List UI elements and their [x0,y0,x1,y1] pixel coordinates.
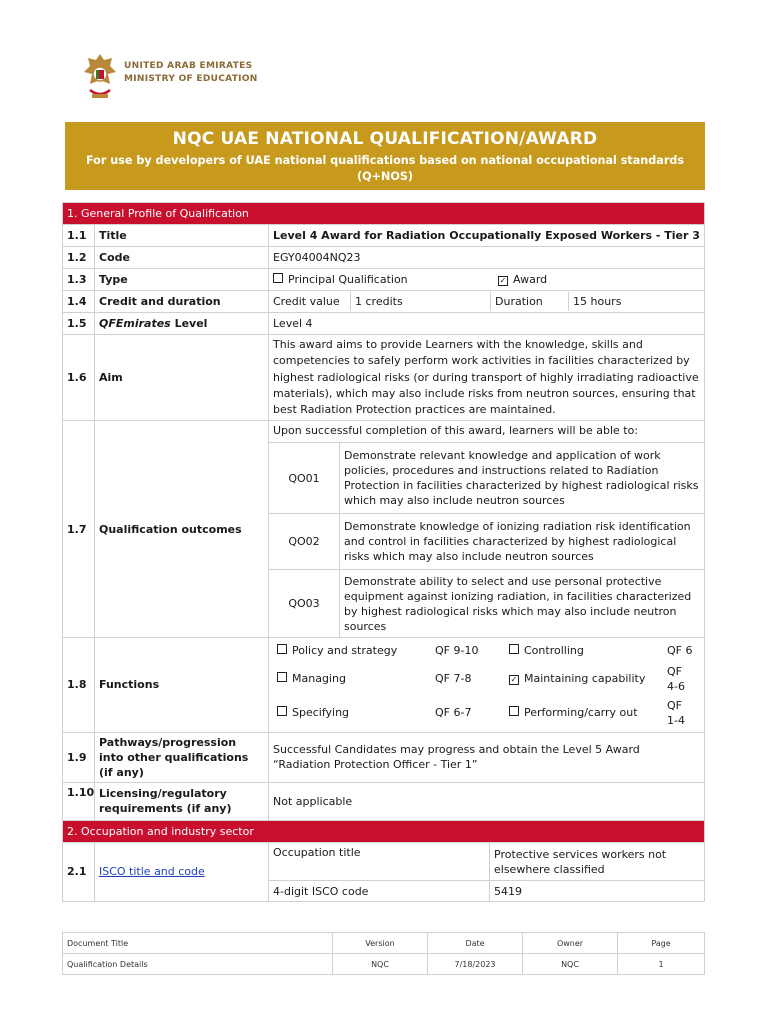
row-code [63,247,705,269]
row-number: 2.1 [63,842,95,901]
checkbox-unchecked-icon[interactable] [509,706,519,716]
title-value: Level 4 Award for Radiation Occupationally Exposed Workers - Tier 3 [269,225,705,247]
footer-header: Date [428,933,523,954]
row-type [63,269,705,291]
duration-label: Duration [491,292,569,311]
aim-text: This award aims to provide Learners with the knowledge, skills and competencies to safely perform work activities in facilities characterized by highest radiological risks (or during transport of highly irradiating radioactive materials), which may also include risks from neutron sources, ensuring that best Radiation Protection practices are maintained. [269,335,705,421]
occupation-title-value: Protective services workers not elsewhere classified [490,843,705,881]
type-option-award[interactable] [494,270,704,289]
row-label: QFEmirates Level [95,313,269,335]
outcome-text: Demonstrate relevant knowledge and application of work policies, procedures and instructions related to Radiation Protection in facilities characterized by highest radiological risks which may also include neutron sources [340,443,705,514]
row-qf-level [63,313,705,335]
row-licensing [63,782,705,820]
row-number: 1.3 [63,269,95,291]
row-functions [63,637,705,732]
row-number: 1.8 [63,637,95,732]
checkbox-checked-icon[interactable]: ✓ [510,675,518,685]
code-value: EGY04004NQ23 [269,247,705,269]
row-label: Aim [95,335,269,421]
section-1-title: 1. General Profile of Qualification [63,203,705,225]
row-number: 1.1 [63,225,95,247]
qf-level-value: Level 4 [269,313,705,335]
row-number: 1.9 [63,732,95,782]
function-qf: QF 9-10 [435,644,479,658]
checkbox-unchecked-icon[interactable] [273,273,283,283]
function-option[interactable]: Policy and strategy [273,640,431,662]
function-option[interactable]: ✓ Maintaining capability [510,672,646,686]
footer-value: NQC [523,954,618,975]
isco-link-cell [95,842,269,901]
outcome-text: Demonstrate knowledge of ionizing radiation risk identification and control in facilities characterized by highest radiological risks which may also include neutron sources [340,514,705,570]
row-number: 1.10 [63,782,95,820]
document-title: NQC UAE NATIONAL QUALIFICATION/AWARD [172,129,598,149]
checkbox-checked-icon[interactable]: ✓ [499,276,507,285]
function-option[interactable]: Performing/carry out [505,696,663,730]
function-qf: QF 6-7 [435,706,472,720]
section-2-header [63,820,705,842]
row-label: Pathways/progression into other qualifications (if any) [95,732,269,782]
outcome-code: QO02 [269,514,340,570]
checkbox-unchecked-icon[interactable] [509,644,519,654]
isco-code-value: 5419 [490,881,705,901]
qualification-form [62,202,705,902]
row-number: 1.4 [63,291,95,313]
footer-header: Owner [523,933,618,954]
document-subtitle: For use by developers of UAE national qualifications based on national occupational standards (Q+NOS) [85,154,685,183]
row-number: 1.6 [63,335,95,421]
credit-value-label: Credit value [269,292,351,311]
outcome-code: QO01 [269,443,340,514]
function-qf: QF 7-8 [435,672,472,686]
row-label: Code [95,247,269,269]
licensing-text: Not applicable [269,782,705,820]
occupation-title-label: Occupation title [269,843,490,881]
footer-header: Document Title [63,933,333,954]
isco-code-label: 4-digit ISCO code [269,881,490,901]
footer-value: 7/18/2023 [428,954,523,975]
footer-value: NQC [333,954,428,975]
row-label: Functions [95,637,269,732]
row-label: Type [95,269,269,291]
function-qf: QF 6 [667,644,693,658]
duration-value: 15 hours [569,292,705,311]
row-isco [63,842,705,901]
option-label: Award [513,273,548,286]
credit-value: 1 credits [351,292,491,311]
option-label: Principal Qualification [288,273,408,286]
ministry-logo [82,50,282,106]
row-label: Credit and duration [95,291,269,313]
footer-value-row [63,954,705,975]
function-qf: QF 1-4 [667,698,685,727]
footer-header: Page [618,933,705,954]
checkbox-unchecked-icon[interactable] [277,706,287,716]
checkbox-unchecked-icon[interactable] [277,644,287,654]
title-banner [65,122,705,190]
section-2-title: 2. Occupation and industry sector [63,820,705,842]
function-option[interactable]: Controlling [505,640,663,662]
row-title [63,225,705,247]
function-option[interactable]: Specifying [273,696,431,730]
pathways-text: Successful Candidates may progress and obtain the Level 5 Award “Radiation Protection Officer - Tier 1” [269,732,705,782]
footer-value: Qualification Details [63,954,333,975]
emblem-icon [82,50,118,104]
row-pathways [63,732,705,782]
row-label: Title [95,225,269,247]
outcome-code: QO03 [269,570,340,637]
row-credit-duration [63,291,705,313]
row-label: Qualification outcomes [95,421,269,638]
row-label: Licensing/regulatory requirements (if any) [95,782,269,820]
document-footer [62,932,705,975]
footer-header-row [63,933,705,954]
footer-value: 1 [618,954,705,975]
row-aim [63,335,705,421]
outcomes-intro: Upon successful completion of this award, learners will be able to: [273,424,639,438]
outcome-text: Demonstrate ability to select and use personal protective equipment against ionizing radiation, in facilities characterized by highest radiological risks which may also include neutron sources [340,570,705,637]
type-option-principal[interactable] [269,270,494,289]
section-1-header [63,203,705,225]
logo-line-1: UNITED ARAB EMIRATES [124,61,253,71]
checkbox-unchecked-icon[interactable] [277,672,287,682]
row-number: 1.2 [63,247,95,269]
row-number: 1.5 [63,313,95,335]
function-qf: QF 4-6 [667,664,685,693]
footer-header: Version [333,933,428,954]
logo-line-2: MINISTRY OF EDUCATION [124,74,258,84]
row-number: 1.7 [63,421,95,638]
row-outcomes [63,421,705,638]
isco-link[interactable]: ISCO title and code [99,865,205,879]
function-option[interactable]: Managing [273,662,431,696]
